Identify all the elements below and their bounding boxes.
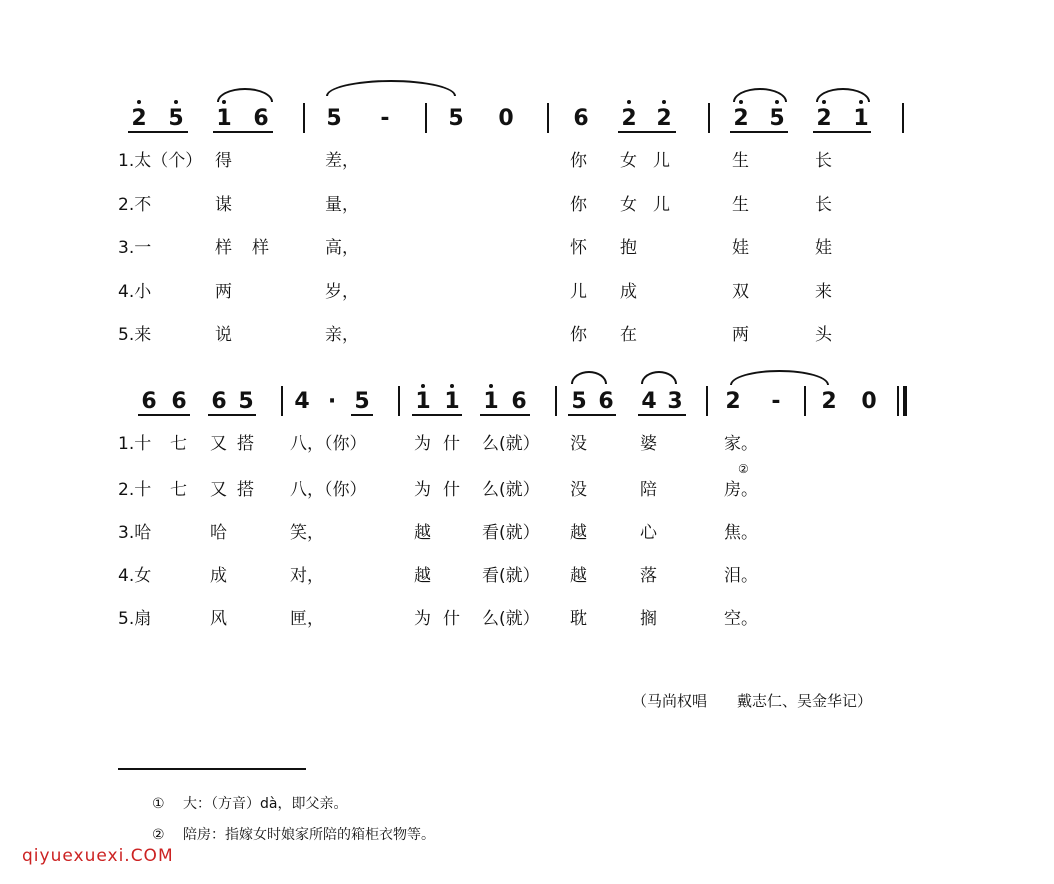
lyric: 哈 xyxy=(210,523,227,543)
beam-line xyxy=(138,414,190,416)
slur xyxy=(641,371,677,384)
lyric: 笑， xyxy=(290,523,324,543)
lyric: 差， xyxy=(325,151,359,171)
bar-line xyxy=(425,103,427,133)
octave-dot xyxy=(137,100,141,104)
note: - xyxy=(380,106,390,131)
lyric: 七 xyxy=(170,434,187,454)
watermark: qiyuexuexi.COM xyxy=(22,846,174,866)
lyric: 头 xyxy=(815,325,832,345)
slur xyxy=(816,88,870,102)
lyric: 什 xyxy=(443,434,460,454)
lyric: 生 xyxy=(732,151,749,171)
lyric: 成 xyxy=(210,566,227,586)
lyric: 心 xyxy=(640,523,657,543)
end-bar-line-thick xyxy=(903,386,907,416)
octave-dot xyxy=(662,100,666,104)
lyric: 来 xyxy=(815,282,832,302)
note: 4 xyxy=(294,389,310,414)
footnote-divider xyxy=(118,768,306,770)
lyric: 怀 xyxy=(570,238,587,258)
lyric: 看(就） xyxy=(482,566,540,586)
beam-line xyxy=(128,131,188,133)
octave-dot xyxy=(489,384,493,388)
lyric: 搭 xyxy=(237,480,254,500)
lyric: 3.一 xyxy=(118,238,152,258)
beam-line xyxy=(480,414,530,416)
lyric: 么(就） xyxy=(482,609,540,629)
lyric: 1.太（个） xyxy=(118,151,203,171)
lyric: 空。 xyxy=(724,609,758,629)
beam-line xyxy=(813,131,871,133)
lyric: 耽 xyxy=(570,609,587,629)
lyric: 家。 xyxy=(724,434,758,454)
note: 5 xyxy=(354,389,370,414)
lyric: 八，（你） xyxy=(290,434,367,454)
note: 5 xyxy=(168,106,184,131)
lyric: 谋 xyxy=(215,195,232,215)
lyric: 风 xyxy=(210,609,227,629)
lyric: 女 xyxy=(620,151,637,171)
lyric: 越 xyxy=(414,566,431,586)
slur xyxy=(217,88,273,102)
lyric: 没 xyxy=(570,434,587,454)
footnote-text: 大：（方音）dà，即父亲。 xyxy=(183,796,348,812)
lyric: 越 xyxy=(414,523,431,543)
lyric: 焦。 xyxy=(724,523,758,543)
lyric: 为 xyxy=(414,609,431,629)
note: 3 xyxy=(667,389,683,414)
lyric: 七 xyxy=(170,480,187,500)
lyric: 4.女 xyxy=(118,566,152,586)
lyric: 2.十 xyxy=(118,480,152,500)
lyric: 么(就） xyxy=(482,480,540,500)
note: 5 xyxy=(326,106,342,131)
note: 2 xyxy=(621,106,637,131)
bar-line xyxy=(555,386,557,416)
beam-line xyxy=(208,414,256,416)
note: 5 xyxy=(238,389,254,414)
note: 4 xyxy=(641,389,657,414)
lyric: 儿 xyxy=(570,282,587,302)
lyric: 亲， xyxy=(325,325,359,345)
note: 2 xyxy=(131,106,147,131)
lyric: 什 xyxy=(443,480,460,500)
lyric: 对， xyxy=(290,566,324,586)
slur xyxy=(733,88,787,102)
lyric: 陪 xyxy=(640,480,657,500)
lyric: 儿 xyxy=(653,151,670,171)
beam-line xyxy=(568,414,616,416)
note: 1 xyxy=(853,106,869,131)
bar-line xyxy=(708,103,710,133)
lyric: 匣， xyxy=(290,609,324,629)
lyric: 婆 xyxy=(640,434,657,454)
lyric: 高， xyxy=(325,238,359,258)
lyric: 没 xyxy=(570,480,587,500)
bar-line xyxy=(281,386,283,416)
note: 5 xyxy=(571,389,587,414)
footnote-mark: ② xyxy=(738,462,749,476)
note: 6 xyxy=(573,106,589,131)
singer-credit: （马尚权唱 戴志仁、吴金华记） xyxy=(632,692,873,710)
note: 5 xyxy=(769,106,785,131)
note: 2 xyxy=(816,106,832,131)
octave-dot xyxy=(627,100,631,104)
lyric: 两 xyxy=(215,282,232,302)
lyric: 2.不 xyxy=(118,195,152,215)
beam-line xyxy=(638,414,686,416)
octave-dot xyxy=(421,384,425,388)
note: 2 xyxy=(725,389,741,414)
lyric: 两 xyxy=(732,325,749,345)
note: 2 xyxy=(821,389,837,414)
lyric: 抱 xyxy=(620,238,637,258)
lyric: 你 xyxy=(570,195,587,215)
beam-line xyxy=(213,131,273,133)
lyric: 你 xyxy=(570,325,587,345)
lyric: 双 xyxy=(732,282,749,302)
bar-line xyxy=(902,103,904,133)
lyric: 5.来 xyxy=(118,325,152,345)
lyric: 搁 xyxy=(640,609,657,629)
lyric: 么(就） xyxy=(482,434,540,454)
lyric: 落 xyxy=(640,566,657,586)
footnote-mark: ① xyxy=(152,796,165,812)
lyric: 娃 xyxy=(732,238,749,258)
beam-line xyxy=(412,414,462,416)
lyric: 你 xyxy=(570,151,587,171)
footnote-mark: ② xyxy=(152,827,165,843)
lyric: 说 xyxy=(215,325,232,345)
slur xyxy=(326,80,456,96)
lyric: 什 xyxy=(443,609,460,629)
note: 2 xyxy=(656,106,672,131)
note: 1 xyxy=(415,389,431,414)
lyric: 在 xyxy=(620,325,637,345)
note: · xyxy=(327,389,337,414)
lyric: 又 xyxy=(210,480,227,500)
lyric: 儿 xyxy=(653,195,670,215)
lyric: 样 xyxy=(215,238,232,258)
slur xyxy=(571,371,607,384)
lyric: 成 xyxy=(620,282,637,302)
end-bar-line xyxy=(897,386,899,416)
bar-line xyxy=(303,103,305,133)
note: 5 xyxy=(448,106,464,131)
note: 1 xyxy=(483,389,499,414)
beam-line xyxy=(618,131,676,133)
lyric: 1.十 xyxy=(118,434,152,454)
note: 1 xyxy=(216,106,232,131)
octave-dot xyxy=(450,384,454,388)
note: 0 xyxy=(861,389,877,414)
footnote-2 xyxy=(152,824,435,844)
lyric: 娃 xyxy=(815,238,832,258)
beam-line xyxy=(730,131,788,133)
lyric: 越 xyxy=(570,523,587,543)
lyric: 八，（你） xyxy=(290,480,367,500)
lyric: 房。 xyxy=(724,480,758,500)
bar-line xyxy=(706,386,708,416)
lyric: 看(就） xyxy=(482,523,540,543)
lyric: 量， xyxy=(325,195,359,215)
lyric: 搭 xyxy=(237,434,254,454)
lyric: 长 xyxy=(815,195,832,215)
lyric: 为 xyxy=(414,480,431,500)
note: 6 xyxy=(171,389,187,414)
footnote-text: 陪房：指嫁女时娘家所陪的箱柜衣物等。 xyxy=(183,827,436,843)
lyric: 长 xyxy=(815,151,832,171)
slur xyxy=(730,370,829,385)
note: 6 xyxy=(598,389,614,414)
lyric: 女 xyxy=(620,195,637,215)
beam-line xyxy=(351,414,373,416)
lyric: 4.小 xyxy=(118,282,152,302)
lyric: 3.哈 xyxy=(118,523,152,543)
lyric: 为 xyxy=(414,434,431,454)
lyric: 岁， xyxy=(325,282,359,302)
lyric: 样 xyxy=(252,238,269,258)
note: 0 xyxy=(498,106,514,131)
bar-line xyxy=(804,386,806,416)
note: 6 xyxy=(253,106,269,131)
note: 6 xyxy=(211,389,227,414)
note: 6 xyxy=(141,389,157,414)
note: 2 xyxy=(733,106,749,131)
octave-dot xyxy=(174,100,178,104)
bar-line xyxy=(398,386,400,416)
footnote-1 xyxy=(152,793,347,813)
bar-line xyxy=(547,103,549,133)
note: - xyxy=(771,389,781,414)
lyric: 得 xyxy=(215,151,232,171)
note: 1 xyxy=(444,389,460,414)
lyric: 又 xyxy=(210,434,227,454)
note: 6 xyxy=(511,389,527,414)
lyric: 越 xyxy=(570,566,587,586)
lyric: 泪。 xyxy=(724,566,758,586)
lyric: 生 xyxy=(732,195,749,215)
lyric: 5.扇 xyxy=(118,609,152,629)
